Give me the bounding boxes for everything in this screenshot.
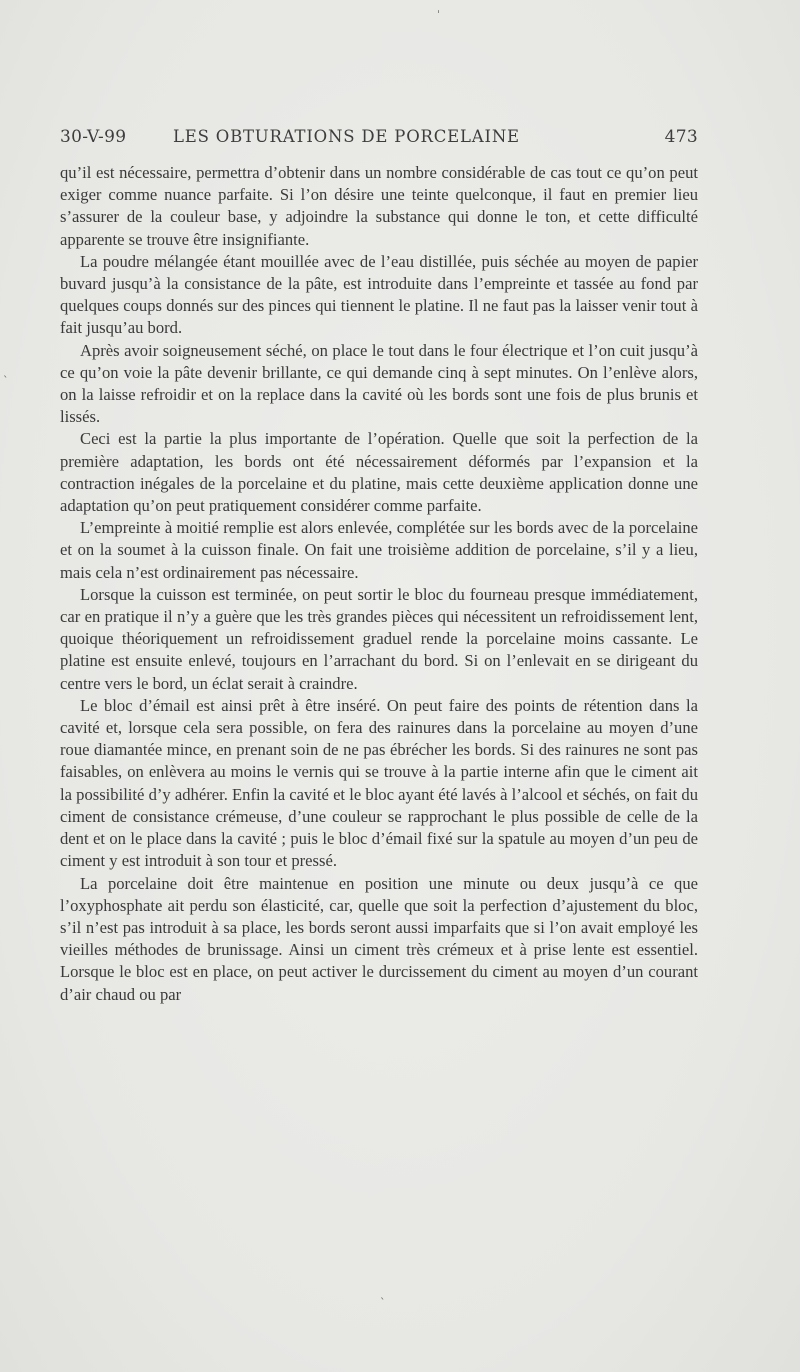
running-header [60, 127, 698, 155]
paragraph: Le bloc d’émail est ainsi prêt à être inséré. On peut faire des points de rétention dans la cavité et, lorsque cela sera possible, on fera des rainures dans la porcelaine au moyen d’une roue diamantée mince, en prenant soin de ne pas ébrécher les bords. Si des rainures ne sont pas faisables, on enlèvera au moins le vernis qui se trouve à la partie interne afin que le ciment ait la possibilité d’y adhérer. Enfin la cavité et le bloc ayant été lavés à l’alcool et séchés, on fait du ciment de consistance crémeuse, d’une couleur se rapprochant le plus possible de celle de la dent et on le place dans la cavité ; puis le bloc d’émail fixé sur la spatule au moyen d’un peu de ciment y est introduit à son tour et pressé. [60, 695, 698, 871]
paragraph: La poudre mélangée étant mouillée avec de l’eau distillée, puis séchée au moyen de papier buvard jusqu’à la consistance de la pâte, est introduite dans l’empreinte et tassée au fond par quelques coups donnés sur des pinces qui tiennent le platine. Il ne faut pas la laisser venir tout à fait jusqu’au bord. [60, 251, 698, 338]
paragraph: La porcelaine doit être maintenue en position une minute ou deux jusqu’à ce que l’oxyphosphate ait perdu son élasticité, car, quelle que soit la perfection d’ajustement du bloc, s’il n’est pas introduit à sa place, les bords seront aussi imparfaits que si l’on avait employé les vieilles méthodes de brunissage. Ainsi un ciment très crémeux et à prise lente est essentiel. Lorsque le bloc est en place, on peut activer le durcissement du ciment au moyen d’un courant d’air chaud ou par [60, 873, 698, 1004]
paragraph: qu’il est nécessaire, permettra d’obtenir dans un nombre considérable de cas tout ce qu’on peut exiger comme nuance parfaite. Si l’on désire une teinte quelconque, il faut en premier lieu s’assurer de la couleur base, y adjoindre la substance qui donne le ton, et cette difficulté apparente se trouve être insignifiante. [60, 163, 698, 249]
header-date: 30-V-99 [60, 127, 127, 147]
paragraph: Après avoir soigneusement séché, on place le tout dans le four électrique et l’on cuit jusqu’à ce qu’on voie la pâte devenir brillante, ce qui demande cinq à sept minutes. On l’enlève alors, on la laisse refroidir et on la replace dans la cavité où les bords sont une fois de plus brunis et lissés. [60, 340, 698, 427]
page-body [60, 162, 698, 1006]
paragraph: Lorsque la cuisson est terminée, on peut sortir le bloc du fourneau presque immédiatement, car en pratique il n’y a guère que les très grandes pièces qui nécessitent un refroidissement lent, quoique théoriquement un refroidissement graduel rende la porcelaine moins cassante. Le platine est ensuite enlevé, toujours en l’arrachant du bord. Si on l’enlevait en se dirigeant du centre vers le bord, un éclat serait à craindre. [60, 584, 698, 693]
scan-speck-top: ˈ [437, 8, 441, 21]
paragraph: L’empreinte à moitié remplie est alors enlevée, complétée sur les bords avec de la porcelaine et on la soumet à la cuisson finale. On fait une troisième addition de porcelaine, s’il y a lieu, mais cela n’est ordinairement pas nécessaire. [60, 518, 698, 582]
header-title: LES OBTURATIONS DE PORCELAINE [173, 127, 520, 146]
paragraph: Ceci est la partie la plus importante de l’opération. Quelle que soit la perfection de la première adaptation, les bords ont été nécessairement déformés par l’expansion et la contraction inégales de la porcelaine et du platine, mais cette deuxième application donne une adaptation qu’on peut pratiquement considérer comme parfaite. [60, 429, 698, 516]
page-number: 473 [664, 127, 698, 147]
scan-speck-bottom: ˋ [380, 1296, 386, 1309]
scan-speck-left: ˋ [3, 374, 9, 387]
